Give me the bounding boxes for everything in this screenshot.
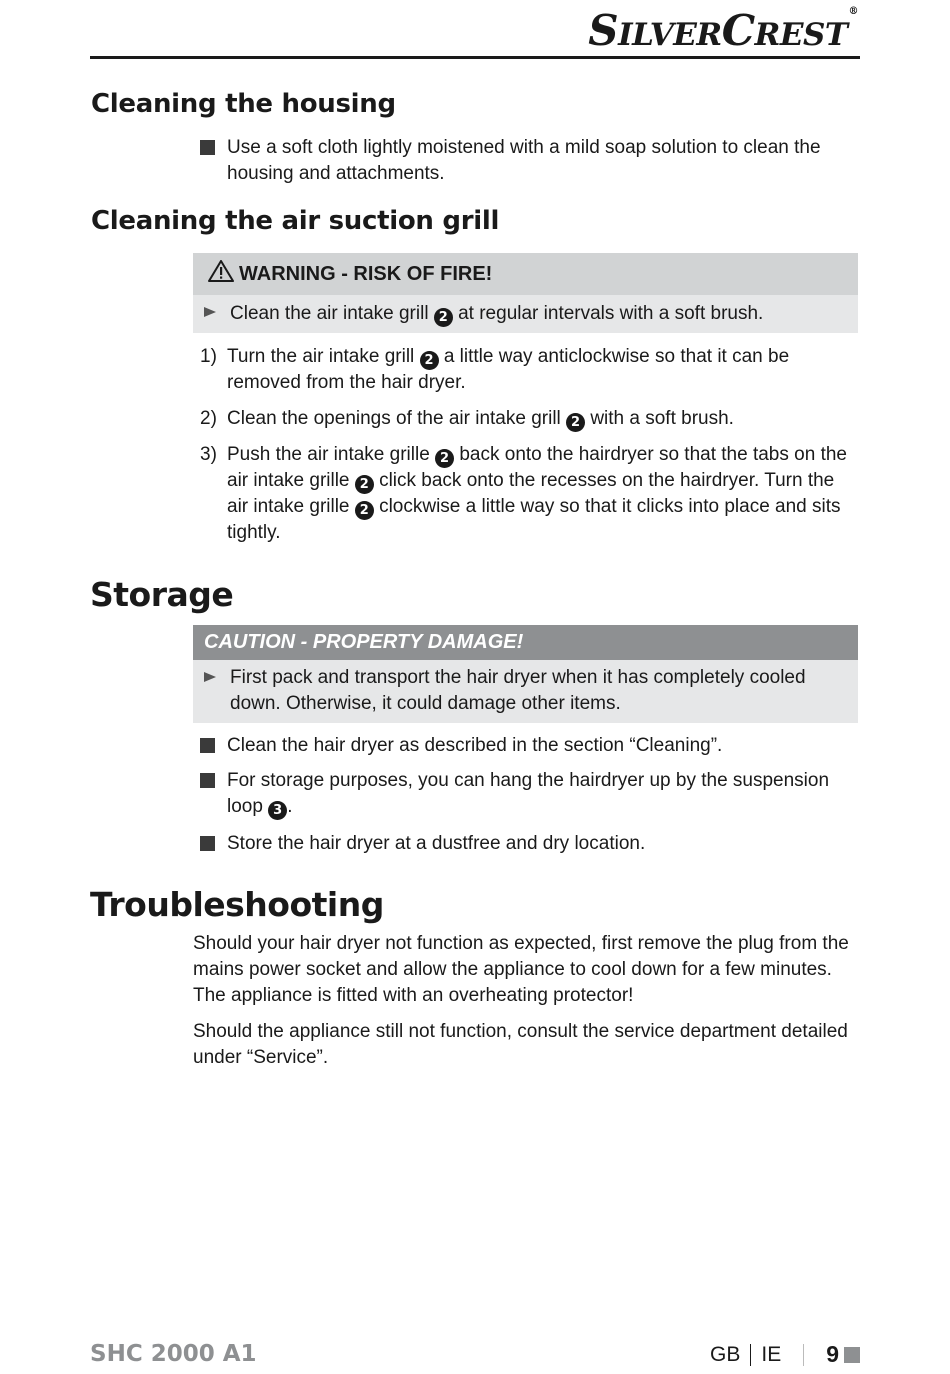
- section-heading-storage: Storage: [90, 575, 234, 614]
- warning-triangle-icon: [208, 260, 234, 288]
- paragraph: Should the appliance still not function, consult the service department detailed under “Service”.: [193, 1021, 848, 1068]
- list-item: 1) Turn the air intake grill 2 a little way anticlockwise so that it can be removed from the hair dryer.: [200, 346, 790, 393]
- warning-body: Clean the air intake grill 2 at regular intervals with a soft brush.: [193, 295, 858, 333]
- part-number-2-icon: 2: [355, 501, 374, 520]
- section-heading-cleaning-housing: Cleaning the housing: [91, 89, 396, 119]
- section-heading-troubleshooting: Troubleshooting: [90, 885, 384, 924]
- caution-header: CAUTION - PROPERTY DAMAGE!: [193, 625, 858, 660]
- footer-page-info: [710, 1341, 860, 1368]
- warning-box: [193, 253, 858, 333]
- part-number-2-icon: 2: [434, 308, 453, 327]
- divider: [750, 1344, 751, 1366]
- header-rule: [90, 56, 860, 59]
- page-marker-icon: [844, 1347, 860, 1363]
- list-item: Use a soft cloth lightly moistened with a mild soap solution to clean the housing and attachments.: [200, 135, 860, 187]
- caution-box: [193, 625, 858, 723]
- part-number-2-icon: 2: [566, 413, 585, 432]
- square-bullet-icon: [200, 836, 215, 851]
- part-number-2-icon: 2: [355, 475, 374, 494]
- section-heading-cleaning-grill: Cleaning the air suction grill: [91, 206, 500, 236]
- part-number-3-icon: 3: [268, 801, 287, 820]
- silvercrest-logo: SILVERCREST®: [588, 6, 858, 55]
- part-number-2-icon: 2: [420, 351, 439, 370]
- warning-header: WARNING - RISK OF FIRE!: [193, 253, 858, 295]
- language-code-gb: GB: [710, 1342, 741, 1366]
- divider: [803, 1344, 804, 1366]
- language-code-ie: IE: [761, 1342, 782, 1366]
- arrow-bullet-icon: [204, 307, 216, 317]
- arrow-bullet-icon: [204, 672, 216, 682]
- square-bullet-icon: [200, 738, 215, 753]
- square-bullet-icon: [200, 773, 215, 788]
- paragraph: Should your hair dryer not function as expected, first remove the plug from the mains power socket and allow the appliance to cool down for a few minutes. The appliance is fitted with an overheating protector!: [193, 933, 849, 1006]
- part-number-2-icon: 2: [435, 449, 454, 468]
- list-item: For storage purposes, you can hang the hairdryer up by the suspension loop 3 .: [200, 768, 860, 820]
- list-item: Store the hair dryer at a dustfree and dry location.: [200, 831, 860, 857]
- list-item: 3) Push the air intake grille 2 back onto the hairdryer so that the tabs on the air intake grille 2 click back onto the recesses on the hairdryer. Turn the air intake grille 2 clockwise a little way so that it clicks into place and sits tightly.: [200, 444, 847, 543]
- square-bullet-icon: [200, 140, 215, 155]
- list-item: 2) Clean the openings of the air intake grill 2 with a soft brush.: [200, 408, 734, 430]
- list-item: Clean the hair dryer as described in the section “Cleaning”.: [200, 733, 860, 759]
- model-number: SHC 2000 A1: [90, 1341, 257, 1367]
- caution-body: First pack and transport the hair dryer when it has completely cooled down. Otherwise, it could damage other items.: [193, 660, 858, 723]
- page-number: 9: [826, 1341, 839, 1367]
